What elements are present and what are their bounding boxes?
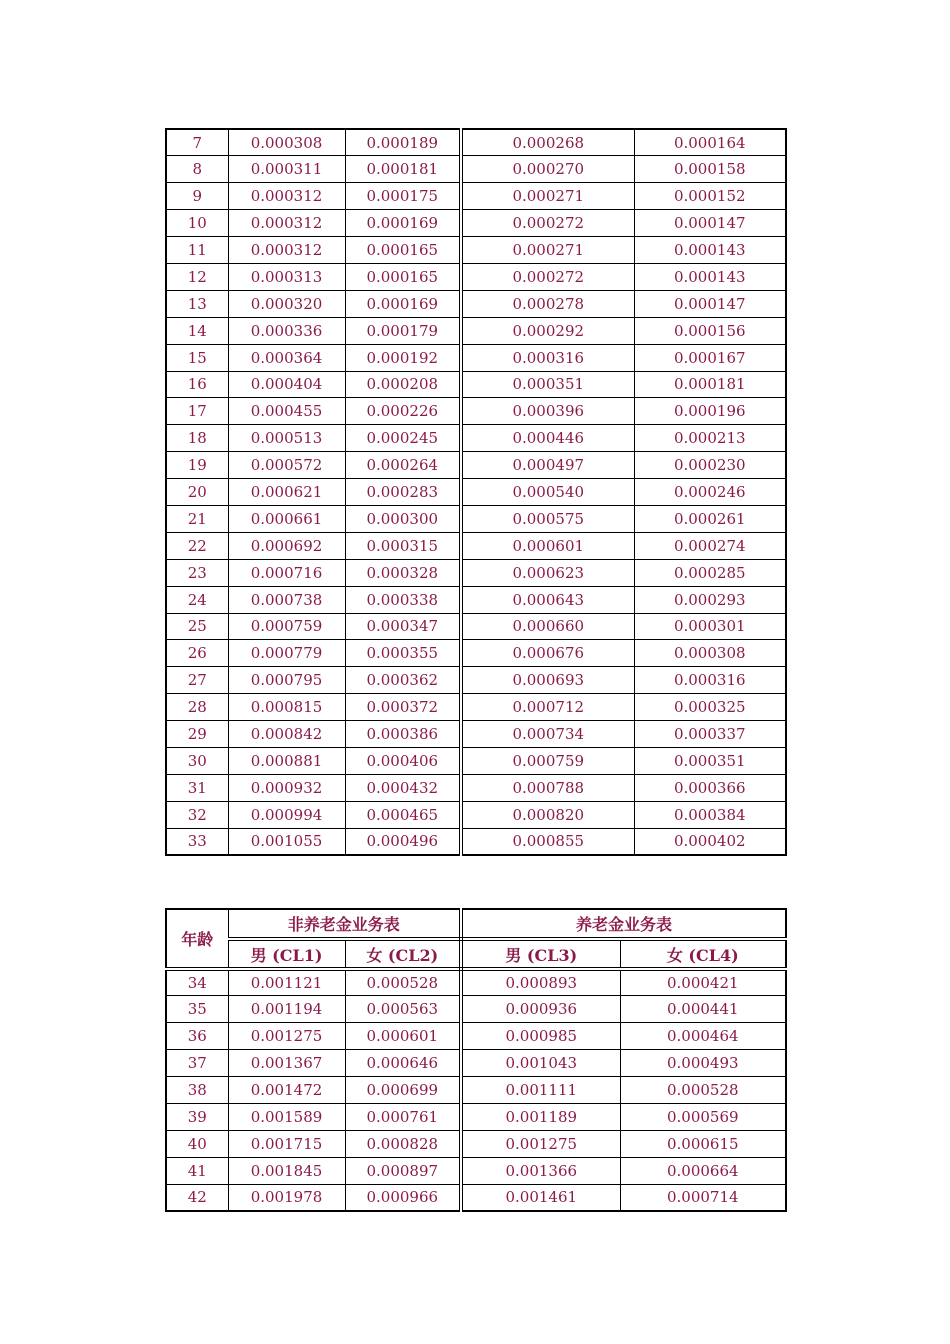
cl4-cell: 0.000493	[620, 1050, 786, 1077]
table-row	[166, 344, 786, 371]
age-cell: 12	[166, 263, 228, 290]
table-row	[166, 371, 786, 398]
cl3-cell: 0.000446	[461, 425, 634, 452]
cl1-cell: 0.000795	[228, 667, 345, 694]
age-cell: 42	[166, 1184, 228, 1211]
cl4-cell: 0.000261	[634, 505, 786, 532]
cl3-cell: 0.000712	[461, 694, 634, 721]
cl2-cell: 0.000192	[345, 344, 461, 371]
cl4-cell: 0.000301	[634, 613, 786, 640]
cl3-cell: 0.001189	[461, 1103, 620, 1130]
cl3-cell: 0.000623	[461, 559, 634, 586]
cl2-cell: 0.000208	[345, 371, 461, 398]
cl1-cell: 0.000881	[228, 747, 345, 774]
cl1-cell: 0.000313	[228, 263, 345, 290]
table-row	[166, 774, 786, 801]
cl2-cell: 0.000189	[345, 129, 461, 156]
cl4-cell: 0.000164	[634, 129, 786, 156]
age-cell: 37	[166, 1050, 228, 1077]
age-cell: 30	[166, 747, 228, 774]
cl1-cell: 0.000994	[228, 801, 345, 828]
cl2-cell: 0.000315	[345, 532, 461, 559]
cl1-cell: 0.000932	[228, 774, 345, 801]
age-cell: 10	[166, 210, 228, 237]
age-cell: 35	[166, 996, 228, 1023]
cl4-cell: 0.000181	[634, 371, 786, 398]
cl4-cell: 0.000213	[634, 425, 786, 452]
cl4-cell: 0.000316	[634, 667, 786, 694]
cl4-cell: 0.000464	[620, 1023, 786, 1050]
cl1-cell: 0.000455	[228, 398, 345, 425]
cl1-cell: 0.000716	[228, 559, 345, 586]
age-cell: 39	[166, 1103, 228, 1130]
cl4-cell: 0.000143	[634, 237, 786, 264]
cl1-cell: 0.000692	[228, 532, 345, 559]
cl2-cell: 0.000179	[345, 317, 461, 344]
cl1-cell: 0.001275	[228, 1023, 345, 1050]
cl2-cell: 0.000406	[345, 747, 461, 774]
cl1-cell: 0.000621	[228, 479, 345, 506]
cl2-cell: 0.000897	[345, 1157, 461, 1184]
table-row	[166, 505, 786, 532]
age-cell: 24	[166, 586, 228, 613]
cl4-cell: 0.000308	[634, 640, 786, 667]
cl3-cell: 0.000575	[461, 505, 634, 532]
cl1-cell: 0.000311	[228, 156, 345, 183]
cl1-cell: 0.000572	[228, 452, 345, 479]
table-row	[166, 156, 786, 183]
table-row	[166, 210, 786, 237]
age-cell: 34	[166, 969, 228, 996]
cl4-cell: 0.000337	[634, 721, 786, 748]
cl3-cell: 0.001461	[461, 1184, 620, 1211]
cl1-cell: 0.000815	[228, 694, 345, 721]
cl3-cell: 0.000660	[461, 613, 634, 640]
age-cell: 8	[166, 156, 228, 183]
table-row	[166, 452, 786, 479]
cl4-cell: 0.000384	[634, 801, 786, 828]
cl2-cell: 0.000601	[345, 1023, 461, 1050]
table1-body	[166, 129, 786, 855]
cl3-cell: 0.000270	[461, 156, 634, 183]
cl1-cell: 0.001367	[228, 1050, 345, 1077]
cl2-cell: 0.000328	[345, 559, 461, 586]
cl4-cell: 0.000156	[634, 317, 786, 344]
col-cl2-header: 女 (CL2)	[345, 939, 461, 969]
age-cell: 19	[166, 452, 228, 479]
cl2-cell: 0.000761	[345, 1103, 461, 1130]
age-cell: 20	[166, 479, 228, 506]
cl3-cell: 0.000292	[461, 317, 634, 344]
cl2-cell: 0.000165	[345, 237, 461, 264]
cl3-cell: 0.000278	[461, 290, 634, 317]
cl1-cell: 0.001194	[228, 996, 345, 1023]
cl2-cell: 0.000386	[345, 721, 461, 748]
age-cell: 17	[166, 398, 228, 425]
cl2-cell: 0.000496	[345, 828, 461, 855]
cl3-cell: 0.000272	[461, 263, 634, 290]
cl2-cell: 0.000372	[345, 694, 461, 721]
cl3-cell: 0.001366	[461, 1157, 620, 1184]
cl4-cell: 0.000293	[634, 586, 786, 613]
cl1-cell: 0.000661	[228, 505, 345, 532]
table-row	[166, 586, 786, 613]
cl1-cell: 0.000513	[228, 425, 345, 452]
table-row	[166, 613, 786, 640]
table-row	[166, 640, 786, 667]
cl1-cell: 0.000404	[228, 371, 345, 398]
cl2-cell: 0.000226	[345, 398, 461, 425]
cl4-cell: 0.000158	[634, 156, 786, 183]
cl3-cell: 0.000788	[461, 774, 634, 801]
cl2-cell: 0.000169	[345, 210, 461, 237]
cl4-cell: 0.000196	[634, 398, 786, 425]
table-row	[166, 263, 786, 290]
cl4-cell: 0.000152	[634, 183, 786, 210]
age-cell: 31	[166, 774, 228, 801]
cl2-cell: 0.000563	[345, 996, 461, 1023]
cl4-cell: 0.000230	[634, 452, 786, 479]
table-row	[166, 290, 786, 317]
non-pension-group-header: 非养老金业务表	[228, 909, 461, 939]
cl1-cell: 0.000759	[228, 613, 345, 640]
cl1-cell: 0.001589	[228, 1103, 345, 1130]
cl4-cell: 0.000143	[634, 263, 786, 290]
table-row	[166, 237, 786, 264]
table-row	[166, 996, 786, 1023]
table-row	[166, 801, 786, 828]
table-row	[166, 828, 786, 855]
cl2-cell: 0.000432	[345, 774, 461, 801]
cl1-cell: 0.001055	[228, 828, 345, 855]
cl3-cell: 0.000268	[461, 129, 634, 156]
cl3-cell: 0.000272	[461, 210, 634, 237]
cl2-cell: 0.000646	[345, 1050, 461, 1077]
cl1-cell: 0.000842	[228, 721, 345, 748]
cl4-cell: 0.000528	[620, 1077, 786, 1104]
cl3-cell: 0.000316	[461, 344, 634, 371]
age-cell: 38	[166, 1077, 228, 1104]
cl1-cell: 0.000308	[228, 129, 345, 156]
cl2-cell: 0.000465	[345, 801, 461, 828]
pension-group-header: 养老金业务表	[461, 909, 786, 939]
cl4-cell: 0.000325	[634, 694, 786, 721]
cl4-cell: 0.000615	[620, 1130, 786, 1157]
table-row	[166, 1023, 786, 1050]
age-cell: 22	[166, 532, 228, 559]
cl2-cell: 0.000283	[345, 479, 461, 506]
table-row	[166, 1050, 786, 1077]
cl3-cell: 0.001043	[461, 1050, 620, 1077]
age-cell: 21	[166, 505, 228, 532]
age-cell: 29	[166, 721, 228, 748]
cl3-cell: 0.000497	[461, 452, 634, 479]
cl4-cell: 0.000714	[620, 1184, 786, 1211]
cl4-cell: 0.000421	[620, 969, 786, 996]
cl2-cell: 0.000245	[345, 425, 461, 452]
cl3-cell: 0.000936	[461, 996, 620, 1023]
cl2-cell: 0.000347	[345, 613, 461, 640]
table-row	[166, 694, 786, 721]
table-row	[166, 969, 786, 996]
cl1-cell: 0.000312	[228, 237, 345, 264]
cl2-cell: 0.000165	[345, 263, 461, 290]
cl3-cell: 0.000734	[461, 721, 634, 748]
table-row	[166, 559, 786, 586]
age-cell: 7	[166, 129, 228, 156]
cl3-cell: 0.001111	[461, 1077, 620, 1104]
table-row	[166, 721, 786, 748]
col-cl4-header: 女 (CL4)	[620, 939, 786, 969]
cl3-cell: 0.000540	[461, 479, 634, 506]
table-row	[166, 532, 786, 559]
cl1-cell: 0.000364	[228, 344, 345, 371]
mortality-table-continued	[165, 128, 787, 856]
age-cell: 11	[166, 237, 228, 264]
table-row	[166, 183, 786, 210]
cl3-cell: 0.000601	[461, 532, 634, 559]
cl4-cell: 0.000285	[634, 559, 786, 586]
cl4-cell: 0.000366	[634, 774, 786, 801]
age-cell: 41	[166, 1157, 228, 1184]
table-row	[166, 1157, 786, 1184]
age-cell: 25	[166, 613, 228, 640]
age-cell: 9	[166, 183, 228, 210]
table2-header	[166, 909, 786, 969]
age-cell: 36	[166, 1023, 228, 1050]
age-cell: 13	[166, 290, 228, 317]
cl4-cell: 0.000664	[620, 1157, 786, 1184]
cl4-cell: 0.000402	[634, 828, 786, 855]
cl2-cell: 0.000300	[345, 505, 461, 532]
cl1-cell: 0.001715	[228, 1130, 345, 1157]
cl2-cell: 0.000264	[345, 452, 461, 479]
cl4-cell: 0.000147	[634, 210, 786, 237]
age-cell: 18	[166, 425, 228, 452]
cl3-cell: 0.000759	[461, 747, 634, 774]
age-cell: 27	[166, 667, 228, 694]
cl2-cell: 0.000175	[345, 183, 461, 210]
cl2-cell: 0.000355	[345, 640, 461, 667]
cl1-cell: 0.000312	[228, 183, 345, 210]
cl1-cell: 0.000738	[228, 586, 345, 613]
table-row	[166, 667, 786, 694]
cl3-cell: 0.000643	[461, 586, 634, 613]
cl3-cell: 0.000676	[461, 640, 634, 667]
mortality-table	[165, 908, 787, 1212]
cl4-cell: 0.000246	[634, 479, 786, 506]
cl3-cell: 0.000351	[461, 371, 634, 398]
cl4-cell: 0.000441	[620, 996, 786, 1023]
cl1-cell: 0.001472	[228, 1077, 345, 1104]
age-cell: 32	[166, 801, 228, 828]
table2-body	[166, 969, 786, 1211]
table-row	[166, 317, 786, 344]
cl2-cell: 0.000338	[345, 586, 461, 613]
table-row	[166, 479, 786, 506]
cl1-cell: 0.001121	[228, 969, 345, 996]
age-cell: 14	[166, 317, 228, 344]
cl2-cell: 0.000528	[345, 969, 461, 996]
cl3-cell: 0.000271	[461, 183, 634, 210]
cl1-cell: 0.000320	[228, 290, 345, 317]
table-row	[166, 1103, 786, 1130]
age-cell: 26	[166, 640, 228, 667]
table-row	[166, 747, 786, 774]
cl1-cell: 0.001978	[228, 1184, 345, 1211]
cl4-cell: 0.000167	[634, 344, 786, 371]
cl3-cell: 0.000396	[461, 398, 634, 425]
age-cell: 23	[166, 559, 228, 586]
cl3-cell: 0.000820	[461, 801, 634, 828]
table-row	[166, 129, 786, 156]
table-row	[166, 1184, 786, 1211]
age-cell: 16	[166, 371, 228, 398]
age-header: 年龄	[166, 909, 228, 969]
col-cl1-header: 男 (CL1)	[228, 939, 345, 969]
cl2-cell: 0.000699	[345, 1077, 461, 1104]
cl1-cell: 0.000779	[228, 640, 345, 667]
table-row	[166, 1077, 786, 1104]
cl3-cell: 0.000985	[461, 1023, 620, 1050]
col-cl3-header: 男 (CL3)	[461, 939, 620, 969]
cl3-cell: 0.000893	[461, 969, 620, 996]
cl2-cell: 0.000181	[345, 156, 461, 183]
cl2-cell: 0.000169	[345, 290, 461, 317]
cl3-cell: 0.000855	[461, 828, 634, 855]
table-row	[166, 398, 786, 425]
age-cell: 40	[166, 1130, 228, 1157]
cl4-cell: 0.000147	[634, 290, 786, 317]
age-cell: 33	[166, 828, 228, 855]
cl1-cell: 0.001845	[228, 1157, 345, 1184]
cl3-cell: 0.000693	[461, 667, 634, 694]
table-row	[166, 425, 786, 452]
age-cell: 28	[166, 694, 228, 721]
cl1-cell: 0.000336	[228, 317, 345, 344]
cl4-cell: 0.000569	[620, 1103, 786, 1130]
cl2-cell: 0.000362	[345, 667, 461, 694]
cl3-cell: 0.001275	[461, 1130, 620, 1157]
cl2-cell: 0.000828	[345, 1130, 461, 1157]
table-row	[166, 1130, 786, 1157]
cl4-cell: 0.000274	[634, 532, 786, 559]
cl3-cell: 0.000271	[461, 237, 634, 264]
cl2-cell: 0.000966	[345, 1184, 461, 1211]
cl4-cell: 0.000351	[634, 747, 786, 774]
age-cell: 15	[166, 344, 228, 371]
cl1-cell: 0.000312	[228, 210, 345, 237]
